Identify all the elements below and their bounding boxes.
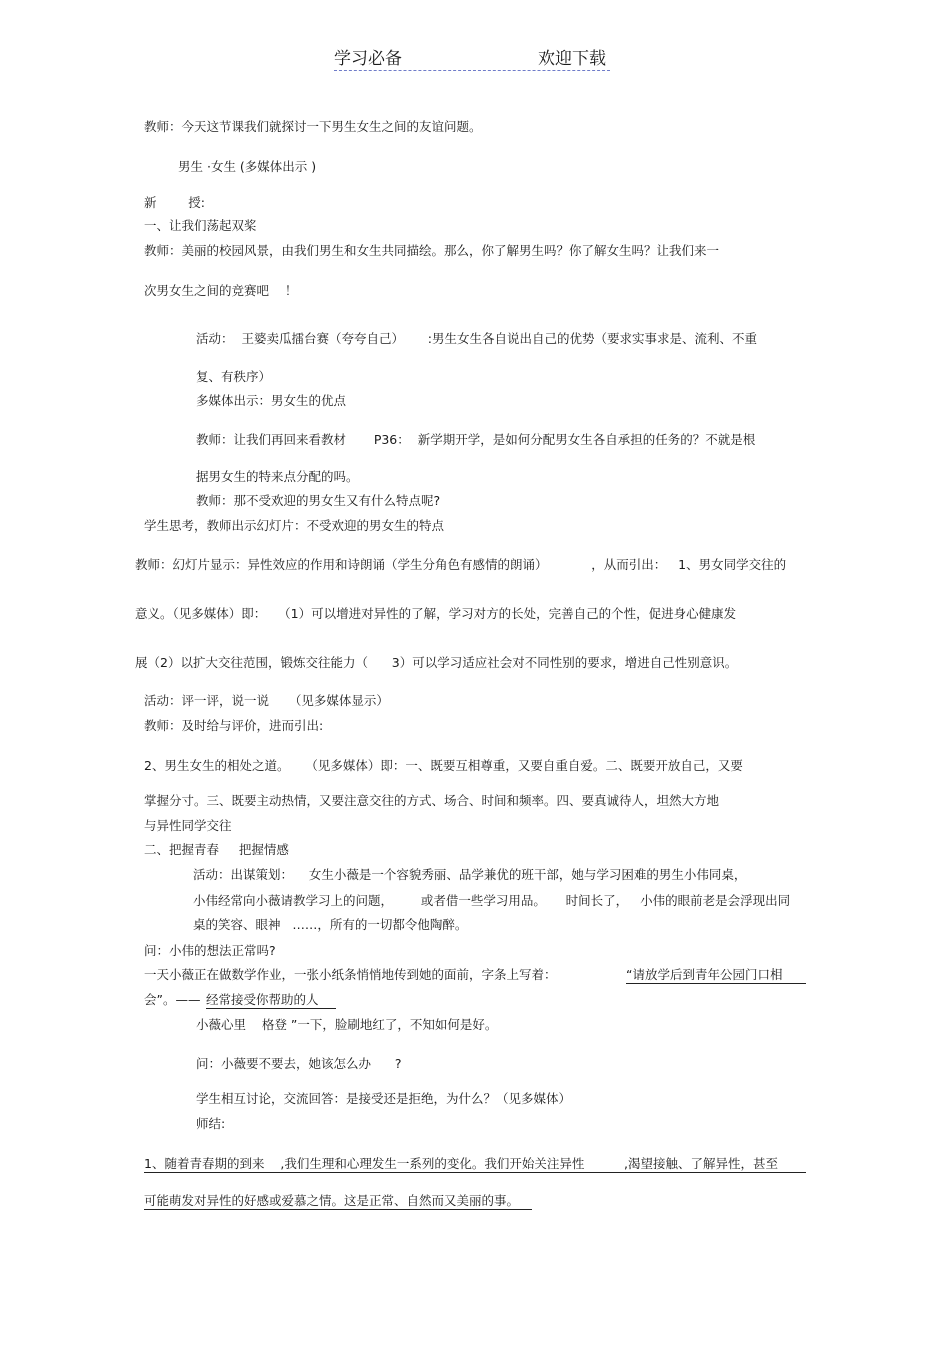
underlined-note: “请放学后到青年公园门口相 [626,967,806,984]
text-line: 会”。—— [144,992,201,1007]
text-line: 男生 ·女生 (多媒体出示 ) [178,159,317,174]
text-line: 与异性同学交往 [144,818,232,833]
header-right: 欢迎下载 [538,49,606,69]
text-line: 问：小薇要不要去，她该怎么办 ? [196,1056,402,1071]
text-line: 活动：出谋策划： 女生小薇是一个容貌秀丽、品学兼优的班干部，她与学习困难的男生小伟同桌， [193,867,747,882]
text-line: 教师：今天这节课我们就探讨一下男生女生之间的友谊问题。 [144,119,482,134]
summary-line: 1、随着青春期的到来 ,我们生理和心理发生一系列的变化。我们开始关注异性 ,渴望接触、了解异性，甚至 [144,1156,806,1173]
header-left: 学习必备 [334,49,402,69]
section-heading: 二、把握青春 把握情感 [144,842,289,857]
text-line: 据男女生的特来点分配的吗。 [196,469,359,484]
header-divider [334,70,610,71]
text-line: 小伟经常向小薇请教学习上的问题， 或者借一些学习用品。 时间长了， 小伟的眼前老是会浮现出同 [193,893,791,908]
text-line: 展（2）以扩大交往范围，锻炼交往能力（ 3）可以学习适应社会对不同性别的要求，增进自己性别意识。 [135,655,738,670]
text-line: 小薇心里 格登 ”一下，脸刷地红了，不知如何是好。 [196,1017,498,1032]
section-heading: 一、让我们荡起双桨 [144,218,257,233]
text-line: 新 授: [144,195,205,210]
text-line: 教师：那不受欢迎的男女生又有什么特点呢? [196,493,441,508]
text-line: 意义。（见多媒体）即： （1）可以增进对异性的了解，学习对方的长处，完善自己的个性，促进身心健康发 [135,606,737,621]
text-line: 一天小薇正在做数学作业，一张小纸条悄悄地传到她的面前，字条上写着： [144,967,557,982]
text-line: 多媒体出示：男女生的优点 [196,393,347,408]
text-line: 教师：美丽的校园风景，由我们男生和女生共同描绘。那么，你了解男生吗？你了解女生吗？让我们来一 [144,243,720,258]
text-line: 掌握分寸。三、既要主动热情，又要注意交往的方式、场合、时间和频率。四、要真诚待人，坦然大方地 [144,793,720,808]
text-line: 问：小伟的想法正常吗? [144,943,276,958]
text-line: 教师：让我们再回来看教材 P36： 新学期开学，是如何分配男女生各自承担的任务的？不就是根 [196,432,756,447]
text-line: 教师：幻灯片显示：异性效应的作用和诗朗诵（学生分角色有感情的朗诵） ，从而引出： 1、男女同学交往的 [135,557,787,572]
summary-line: 可能萌发对异性的好感或爱慕之情。这是正常、自然而又美丽的事。 [144,1193,532,1210]
text-line: 桌的笑容、眼神 ……，所有的一切都令他陶醉。 [193,917,468,932]
text-line: 学生相互讨论，交流回答：是接受还是拒绝，为什么？（见多媒体） [196,1091,572,1106]
text-line: 2、男生女生的相处之道。 （见多媒体）即：一、既要互相尊重，又要自重自爱。二、既要开放自己，又要 [144,758,743,773]
underlined-note: 经常接受你帮助的人 [206,992,336,1009]
text-line: 师结: [196,1116,226,1131]
text-line: 活动：评一评，说一说 （见多媒体显示） [144,693,389,708]
text-line: 教师：及时给与评价，进而引出: [144,718,324,733]
text-line: 学生思考，教师出示幻灯片：不受欢迎的男女生的特点 [144,518,445,533]
text-line: 复、有秩序） [196,369,272,384]
text-line: 活动： 王婆卖瓜擂台赛（夸夸自己） :男生女生各自说出自己的优势（要求实事求是、流利、不重 [196,331,758,346]
text-line: 次男女生之间的竞赛吧 ！ [144,283,298,298]
